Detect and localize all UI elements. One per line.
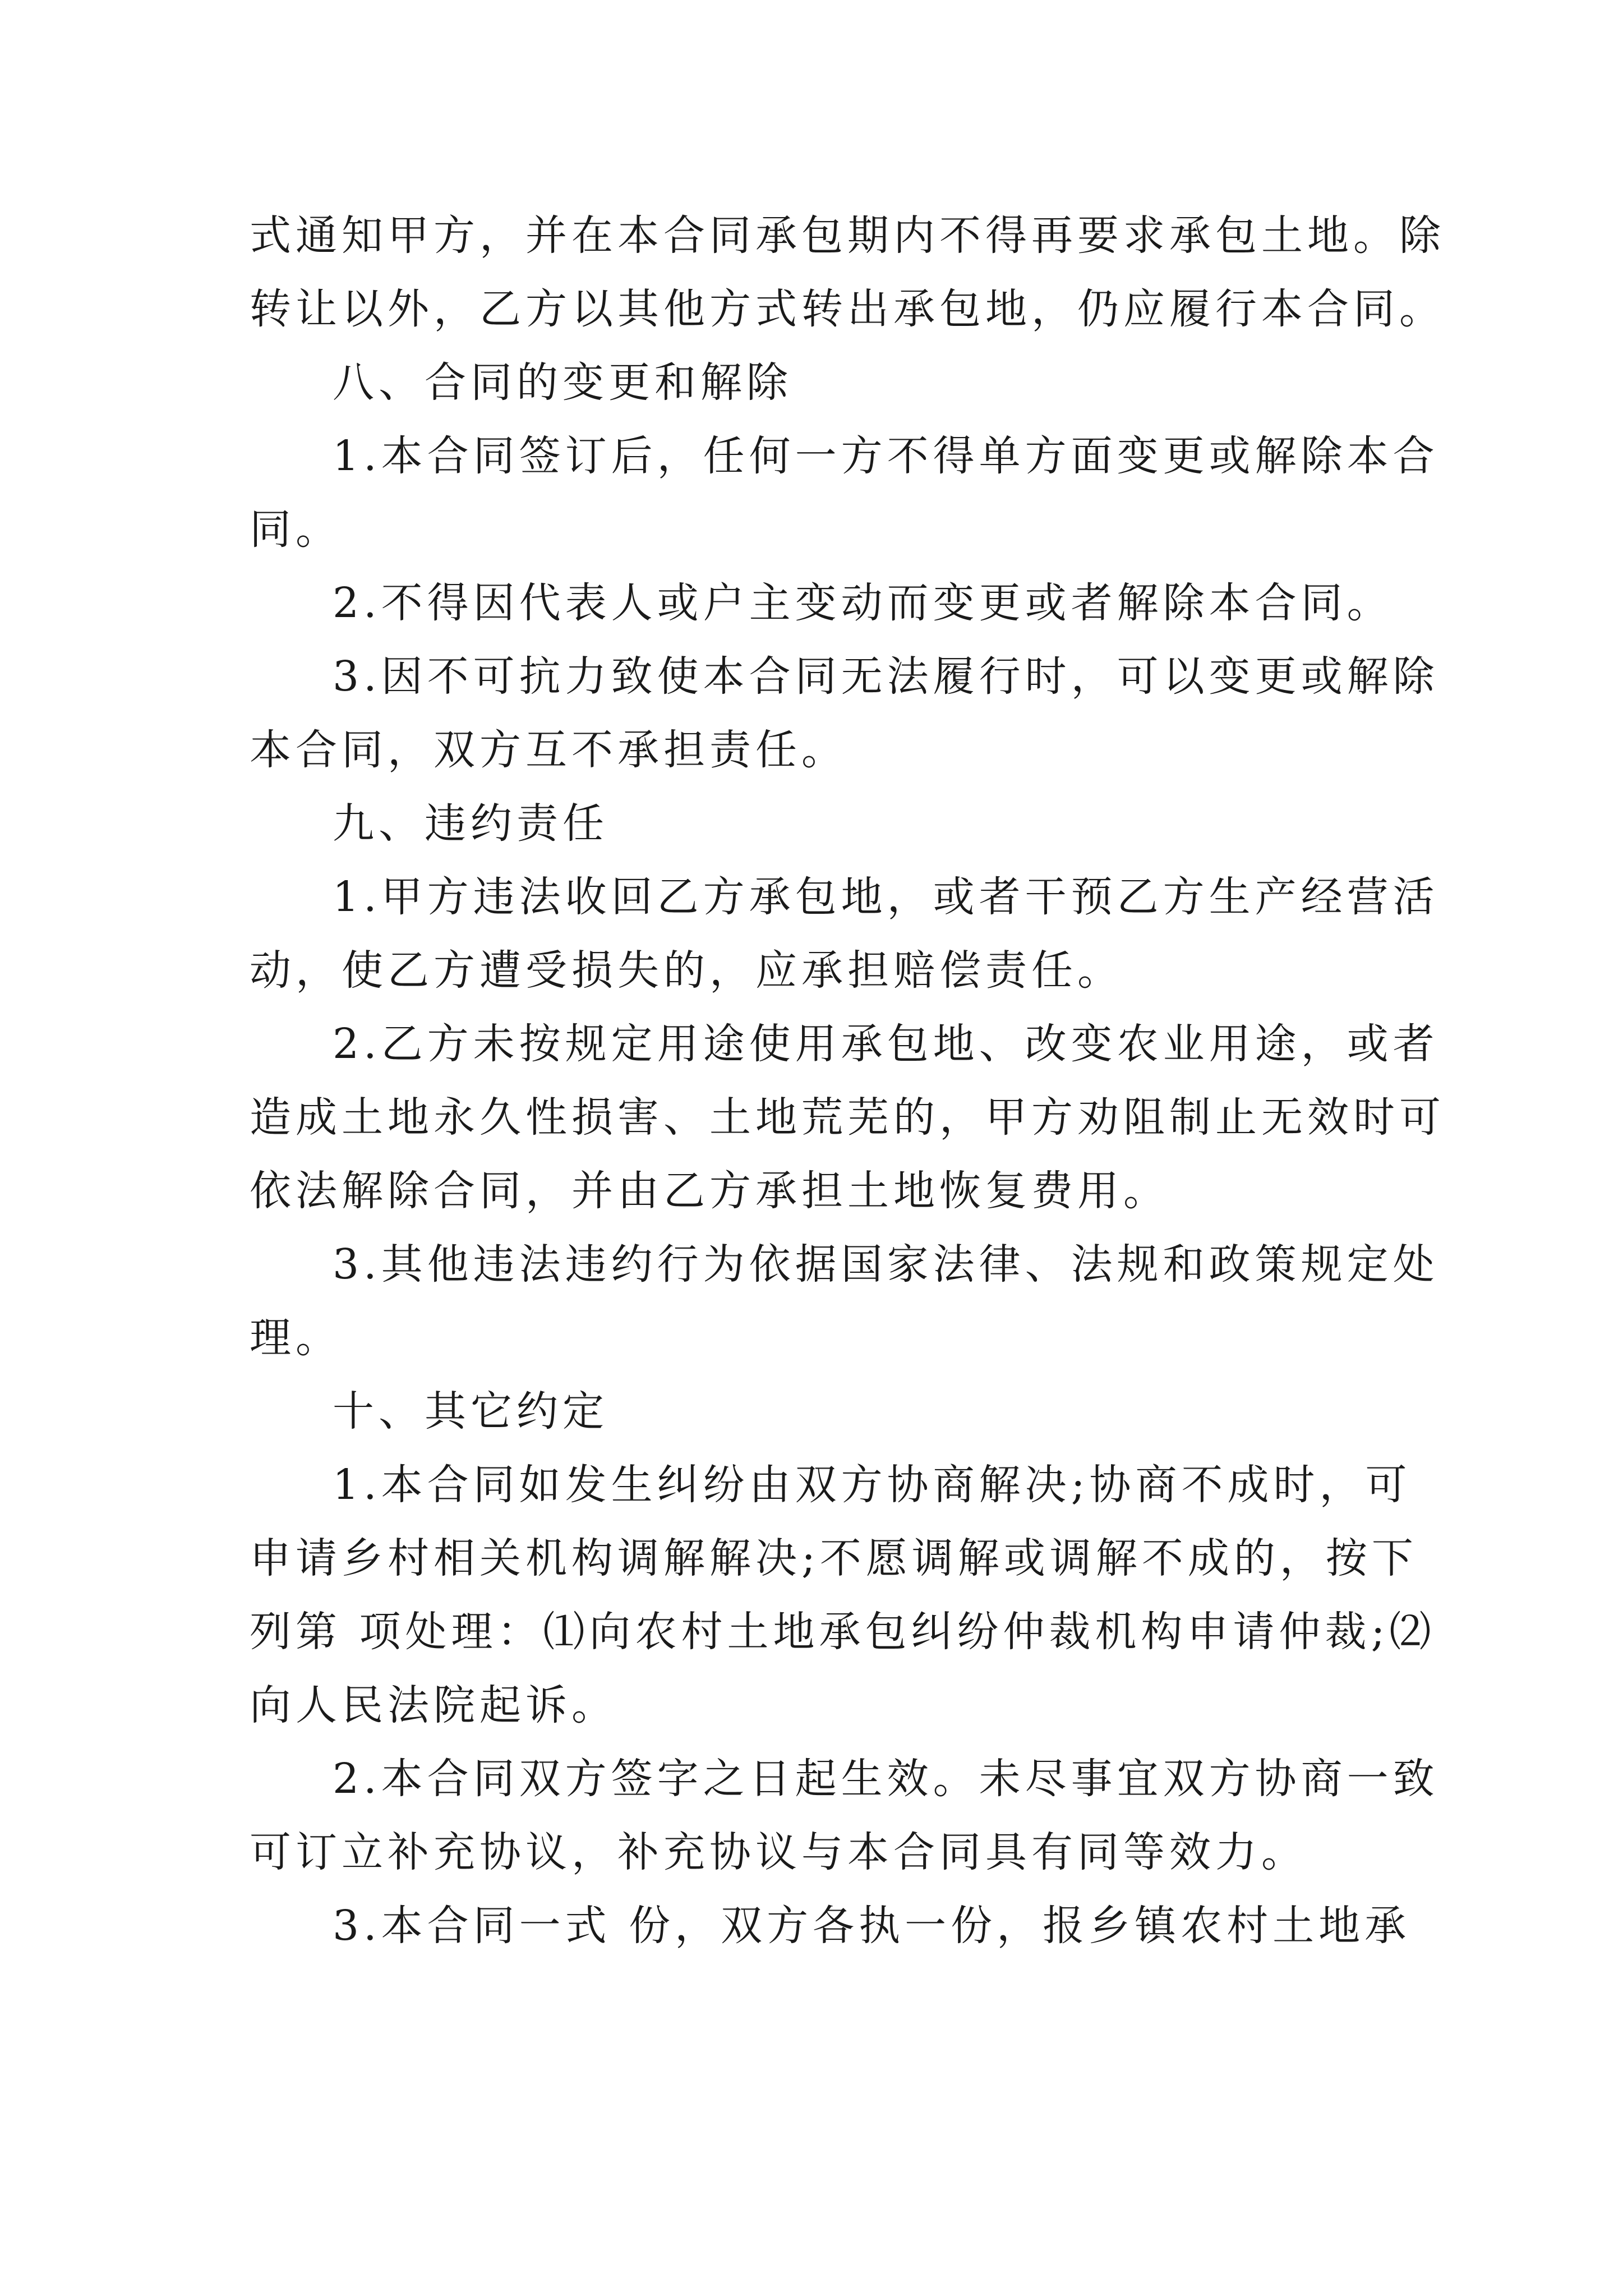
clause-item: 1.本合同如发生纠纷由双方协商解决;协商不成时，可 xyxy=(333,1461,1412,1509)
document-body xyxy=(250,211,1445,1976)
text-line: 依法解除合同，并由乙方承担土地恢复费用。 xyxy=(250,1167,1169,1215)
clause-item: 3.本合同一式 份，双方各执一份，报乡镇农村土地承 xyxy=(333,1902,1411,1950)
section-heading: 十、其它约定 xyxy=(333,1387,608,1435)
text-line: 同。 xyxy=(250,505,342,554)
section-heading: 八、合同的变更和解除 xyxy=(333,358,792,407)
clause-item: 2.不得因代表人或户主变动而变更或者解除本合同。 xyxy=(333,579,1393,627)
text-line: 可订立补充协议，补充协议与本合同具有同等效力。 xyxy=(250,1828,1307,1876)
text-line: 理。 xyxy=(250,1314,342,1362)
clause-item: 2.本合同双方签字之日起生效。未尽事宜双方协商一致 xyxy=(333,1755,1439,1803)
text-line: 式通知甲方，并在本合同承包期内不得再要求承包土地。除 xyxy=(250,211,1445,260)
text-line: 转让以外，乙方以其他方式转出承包地，仍应履行本合同。 xyxy=(250,285,1445,333)
clause-item: 1.甲方违法收回乙方承包地，或者干预乙方生产经营活 xyxy=(333,873,1439,921)
text-line: 向人民法院起诉。 xyxy=(250,1681,617,1729)
clause-item: 1.本合同签订后，任何一方不得单方面变更或解除本合 xyxy=(333,432,1439,480)
clause-item: 3.其他违法违约行为依据国家法律、法规和政策规定处 xyxy=(333,1240,1439,1289)
text-line: 本合同，双方互不承担责任。 xyxy=(250,726,847,774)
clause-item: 3.因不可抗力致使本合同无法履行时，可以变更或解除 xyxy=(333,652,1439,701)
section-heading: 九、违约责任 xyxy=(333,799,608,848)
text-line: 造成土地永久性损害、土地荒芜的，甲方劝阻制止无效时可 xyxy=(250,1093,1445,1142)
text-line: 申请乡村相关机构调解解决;不愿调解或调解不成的，按下 xyxy=(250,1534,1418,1582)
clause-item: 2.乙方未按规定用途使用承包地、改变农业用途，或者 xyxy=(333,1020,1439,1068)
text-line: 列第 项处理：⑴向农村土地承包纠纷仲裁机构申请仲裁;⑵ xyxy=(250,1608,1436,1656)
text-line: 动，使乙方遭受损失的，应承担赔偿责任。 xyxy=(250,946,1123,995)
